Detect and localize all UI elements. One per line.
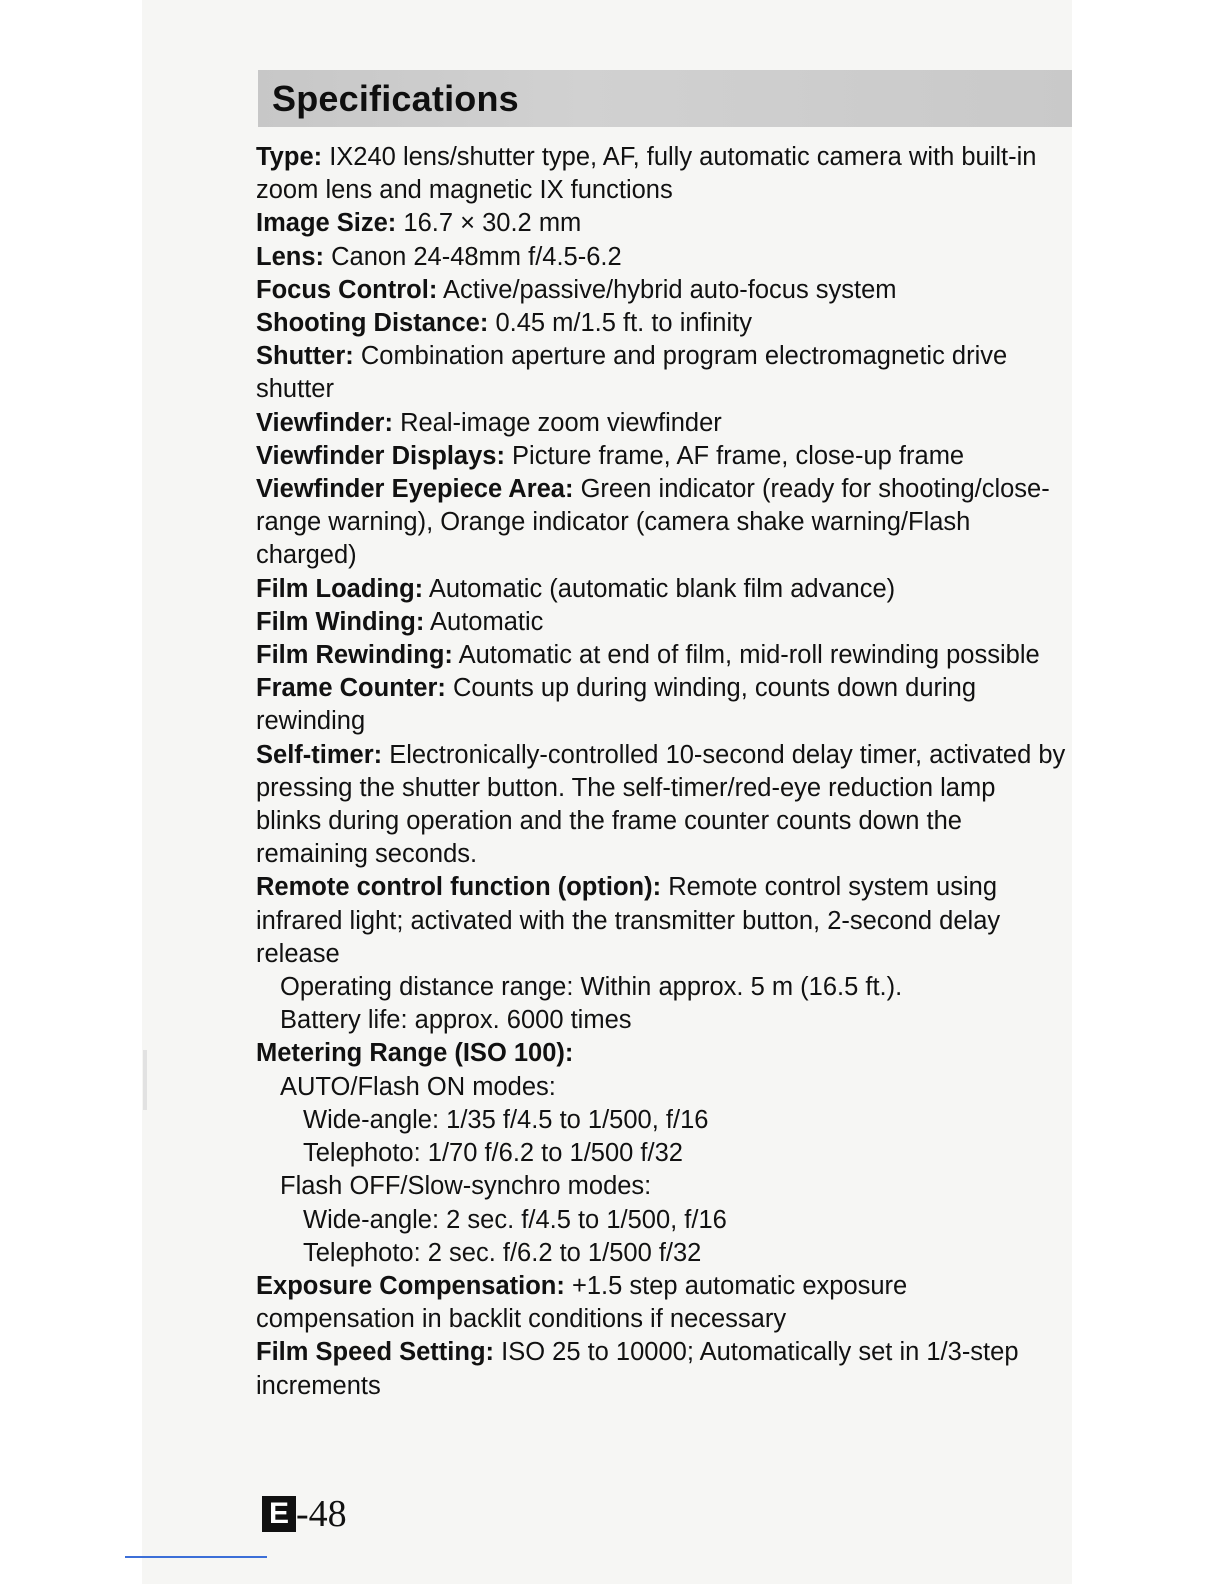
spec-value: Automatic at end of film, mid-roll rewinding possible bbox=[458, 641, 1040, 670]
spec-label: Metering Range (ISO 100): bbox=[256, 1039, 574, 1068]
spec-label: Focus Control: bbox=[256, 275, 438, 304]
spec-value: 16.7 × 30.2 mm bbox=[403, 209, 582, 238]
spec-label: Remote control function (option): bbox=[256, 873, 662, 902]
metering-auto-heading: AUTO/Flash ON modes: bbox=[280, 1072, 556, 1101]
page-footer bbox=[262, 1494, 347, 1534]
spec-viewfinder-displays bbox=[256, 440, 1066, 473]
page-title: Specifications bbox=[272, 77, 519, 119]
spec-label: Film Speed Setting: bbox=[256, 1338, 495, 1367]
spec-label: Film Winding: bbox=[256, 607, 425, 636]
metering-auto-tele: Telephoto: 1/70 f/6.2 to 1/500 f/32 bbox=[303, 1139, 683, 1168]
spec-value: +1.5 step automatic exposure compensation in backlit conditions if necessary bbox=[256, 1271, 908, 1334]
spec-shutter bbox=[256, 340, 1066, 406]
spec-label: Image Size: bbox=[256, 209, 397, 238]
spec-value: Counts up during winding, counts down during rewinding bbox=[256, 674, 977, 736]
page-number: -48 bbox=[296, 1493, 347, 1535]
spec-label: Self-timer: bbox=[256, 740, 383, 769]
spec-label: Lens: bbox=[256, 242, 325, 271]
metering-slow-tele: Telephoto: 2 sec. f/6.2 to 1/500 f/32 bbox=[303, 1238, 702, 1267]
spec-value: Remote control system using infrared light; activated with the transmitter button, 2-second delay release bbox=[256, 873, 1001, 968]
spec-viewfinder bbox=[256, 407, 1066, 440]
spec-value: Picture frame, AF frame, close-up frame bbox=[512, 441, 965, 470]
spec-film-winding bbox=[256, 606, 1066, 639]
spec-viewfinder-eyepiece bbox=[256, 473, 1066, 573]
spec-exposure-compensation bbox=[256, 1270, 1066, 1336]
spec-label: Viewfinder Eyepiece Area: bbox=[256, 475, 574, 504]
remote-battery-life: Battery life: approx. 6000 times bbox=[280, 1006, 632, 1035]
spec-film-speed bbox=[256, 1336, 1066, 1402]
spec-film-loading bbox=[256, 573, 1066, 606]
spec-value: Combination aperture and program electromagnetic drive shutter bbox=[256, 342, 1008, 404]
metering-slow-heading: Flash OFF/Slow-synchro modes: bbox=[280, 1172, 652, 1201]
spec-focus-control bbox=[256, 274, 1066, 307]
spec-label: Film Rewinding: bbox=[256, 641, 453, 670]
spec-label: Type: bbox=[256, 143, 323, 171]
spec-lens bbox=[256, 241, 1066, 274]
spec-self-timer bbox=[256, 739, 1066, 872]
spec-label: Shooting Distance: bbox=[256, 309, 489, 338]
spec-film-rewinding bbox=[256, 639, 1066, 672]
metering-slow-wide: Wide-angle: 2 sec. f/4.5 to 1/500, f/16 bbox=[303, 1205, 727, 1234]
spec-value: Electronically-controlled 10-second delay timer, activated by pressing the shutter button. The self-timer/red-eye reduction lamp blinks during operation and the frame counter counts down the remaining seconds. bbox=[256, 740, 1066, 869]
section-header bbox=[258, 70, 1072, 127]
spec-value: ISO 25 to 10000; Automatically set in 1/3-step increments bbox=[256, 1338, 1019, 1400]
spec-label: Viewfinder: bbox=[256, 408, 393, 437]
spec-label: Frame Counter: bbox=[256, 674, 446, 703]
spec-shooting-distance bbox=[256, 307, 1066, 340]
spec-value: 0.45 m/1.5 ft. to infinity bbox=[495, 309, 752, 338]
remote-operating-range: Operating distance range: Within approx. 5 m (16.5 ft.). bbox=[280, 973, 903, 1002]
spec-value: IX240 lens/shutter type, AF, fully automatic camera with built-in zoom lens and magnetic IX functions bbox=[256, 143, 1037, 205]
spec-value: Green indicator (ready for shooting/close-range warning), Orange indicator (camera shake warning/Flash charged) bbox=[256, 475, 1050, 570]
spec-metering-range bbox=[256, 1037, 1066, 1070]
spec-value: Automatic (automatic blank film advance) bbox=[428, 574, 896, 603]
spec-image-size bbox=[256, 207, 1066, 240]
language-badge: E bbox=[262, 1496, 296, 1532]
metering-auto-wide: Wide-angle: 1/35 f/4.5 to 1/500, f/16 bbox=[303, 1105, 709, 1134]
bottom-rule bbox=[125, 1556, 267, 1558]
spec-label: Exposure Compensation: bbox=[256, 1271, 565, 1300]
spec-value: Real-image zoom viewfinder bbox=[400, 408, 722, 437]
specifications-list bbox=[256, 141, 1066, 1403]
scan-gutter-mark bbox=[143, 1050, 147, 1110]
spec-label: Shutter: bbox=[256, 342, 354, 371]
spec-label: Viewfinder Displays: bbox=[256, 441, 505, 470]
spec-remote-control bbox=[256, 871, 1066, 971]
spec-label: Film Loading: bbox=[256, 574, 424, 603]
spec-value: Canon 24-48mm f/4.5-6.2 bbox=[331, 242, 622, 271]
spec-value: Automatic bbox=[430, 607, 544, 636]
spec-frame-counter bbox=[256, 672, 1066, 738]
spec-value: Active/passive/hybrid auto-focus system bbox=[443, 275, 897, 304]
spec-type bbox=[256, 141, 1066, 207]
